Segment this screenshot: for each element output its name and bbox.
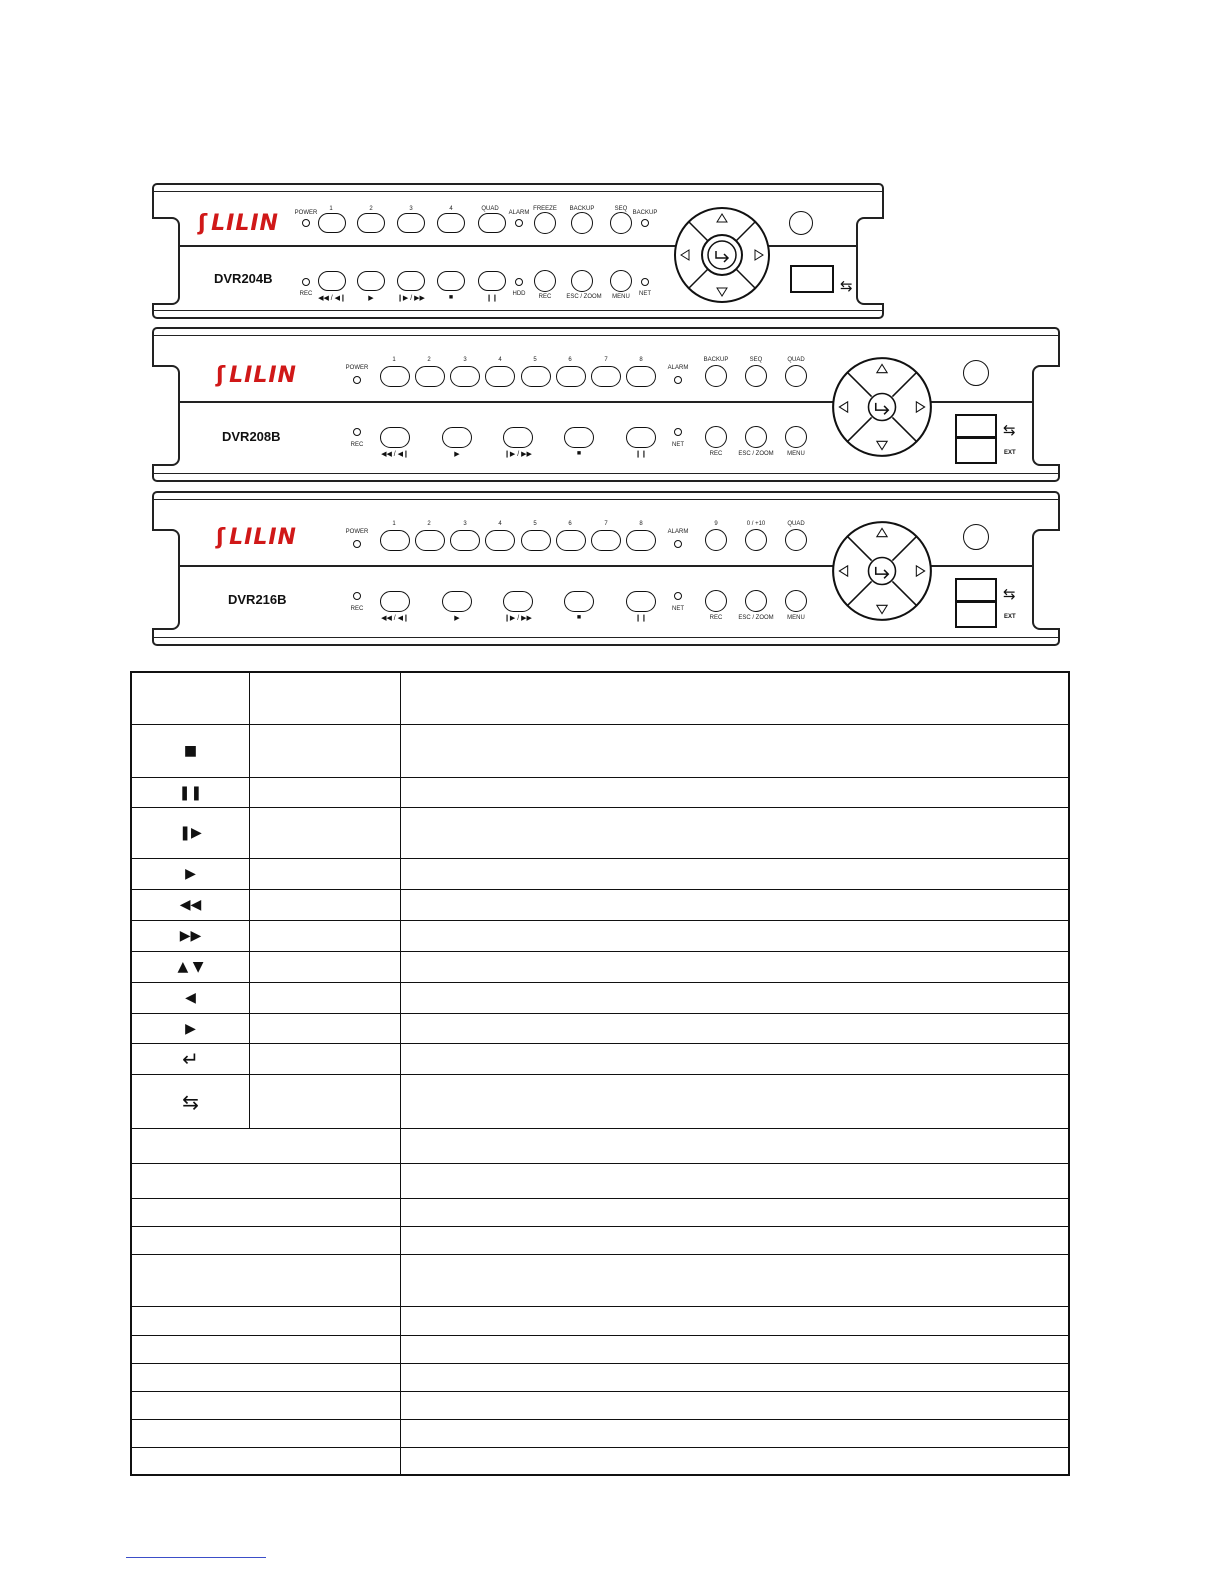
rec-label: REC: [709, 451, 723, 457]
panel-ear-left: [152, 365, 180, 466]
channel-1-button[interactable]: [318, 213, 346, 233]
forward-label: ❙▶ / ▶▶: [504, 615, 532, 622]
table-cell: [250, 1014, 401, 1043]
hdd-led: [515, 278, 523, 286]
channel-5-button[interactable]: [521, 366, 551, 387]
net-led: [641, 278, 649, 286]
play-icon: [132, 859, 250, 889]
alarm-label: ALARM: [667, 529, 689, 535]
table-cell: [250, 1075, 401, 1128]
power-label: POWER: [345, 365, 369, 371]
table-cell: [401, 1014, 1068, 1043]
channel-9-label: 9: [714, 521, 718, 527]
table-cell: [401, 1044, 1068, 1074]
channel-4-button[interactable]: [437, 213, 465, 233]
channel-1-label: 1: [392, 357, 396, 363]
pause-label: ❙❙: [486, 295, 498, 302]
seq-button[interactable]: [610, 212, 632, 234]
table-cell: [132, 1336, 401, 1363]
channel-1-label: 1: [329, 206, 333, 212]
stop-button[interactable]: [564, 427, 594, 448]
table-row: [132, 921, 1068, 952]
rewind-label: ◀◀ / ◀❙: [381, 615, 409, 622]
table-cell: [401, 1448, 1068, 1474]
channel-4-button[interactable]: [485, 366, 515, 387]
seq-button[interactable]: [745, 365, 767, 387]
channel-2-button[interactable]: [415, 366, 445, 387]
table-cell: [401, 1420, 1068, 1447]
channel-3-label: 3: [409, 206, 413, 212]
table-header-cell-description: [401, 673, 1068, 724]
channel-1-label: 1: [392, 521, 396, 527]
table-cell: [132, 1199, 401, 1226]
ir-receiver: [963, 360, 989, 386]
quad-button[interactable]: [785, 529, 807, 551]
channel-9-button[interactable]: [705, 529, 727, 551]
pause-button[interactable]: [478, 271, 506, 291]
table-cell: [132, 1364, 401, 1391]
table-cell: [132, 1448, 401, 1474]
rewind-label: ◀◀ / ◀❙: [318, 295, 346, 302]
net-led: [674, 428, 682, 436]
alarm-label: ALARM: [667, 365, 689, 371]
direction-pad[interactable]: [672, 205, 772, 305]
seq-label: SEQ: [749, 357, 763, 363]
rewind-button[interactable]: [380, 591, 410, 612]
table-row: [132, 859, 1068, 890]
usb-icon: ⇆: [840, 278, 853, 295]
backup-led: [641, 219, 649, 227]
table-cell: [401, 983, 1068, 1013]
freeze-label: FREEZE: [533, 206, 557, 212]
table-cell: [250, 921, 401, 951]
panel-edge-top: [154, 335, 1058, 336]
table-row: [132, 952, 1068, 983]
table-row: [132, 1044, 1068, 1075]
stop-label: ■: [576, 614, 582, 621]
channel-4-button[interactable]: [485, 530, 515, 551]
channel-8-button[interactable]: [626, 366, 656, 387]
table-cell: [401, 1255, 1068, 1306]
rec-button[interactable]: [705, 590, 727, 612]
panel-ear-right: [856, 217, 884, 305]
direction-pad[interactable]: [830, 519, 934, 623]
table-row: [132, 1164, 1068, 1199]
menu-label: MENU: [612, 294, 630, 300]
zero-plus-ten-button[interactable]: [745, 529, 767, 551]
dvr208b-panel: [152, 327, 1060, 482]
lilin-swirl-icon: ʃ: [216, 525, 227, 550]
table-cell: [250, 952, 401, 982]
lilin-swirl-icon: ʃ: [216, 363, 227, 388]
usb-icon: ⇆: [1003, 422, 1016, 439]
table-icon-glyph: ▲ ▼: [177, 959, 204, 975]
pause-icon: [132, 778, 250, 807]
table-cell: [401, 890, 1068, 920]
table-cell: [401, 1075, 1068, 1128]
menu-button[interactable]: [785, 590, 807, 612]
play-button[interactable]: [442, 591, 472, 612]
menu-button[interactable]: [785, 426, 807, 448]
stop-icon: [132, 725, 250, 777]
usb-icon: [132, 1075, 250, 1128]
stop-button[interactable]: [564, 591, 594, 612]
table-icon-glyph: ❚▶: [179, 825, 202, 841]
usb-icon: ⇆: [1003, 586, 1016, 603]
quad-label: QUAD: [787, 521, 805, 527]
table-cell: [401, 725, 1068, 777]
model-name: DVR208B: [222, 429, 281, 444]
table-row: [132, 725, 1068, 778]
rec-led: [302, 278, 310, 286]
table-cell: [250, 983, 401, 1013]
rec-label: REC: [538, 294, 552, 300]
table-cell: [401, 1336, 1068, 1363]
esc-zoom-button[interactable]: [745, 426, 767, 448]
table-cell: [401, 1307, 1068, 1335]
play-button[interactable]: [357, 271, 385, 291]
menu-label: MENU: [787, 615, 805, 621]
quad-button[interactable]: [478, 213, 506, 233]
backup-button[interactable]: [705, 365, 727, 387]
lilin-logo: ʃ LILIN: [216, 525, 297, 550]
freeze-button[interactable]: [534, 212, 556, 234]
power-led: [302, 219, 310, 227]
panel-ear-right: [1032, 365, 1060, 466]
channel-8-button[interactable]: [626, 530, 656, 551]
alarm-led: [674, 376, 682, 384]
table-cell: [401, 859, 1068, 889]
table-cell: [132, 1392, 401, 1419]
esc-zoom-label: ESC / ZOOM: [738, 615, 774, 621]
rec-button[interactable]: [534, 270, 556, 292]
fast-forward-icon: [132, 921, 250, 951]
ir-receiver: [963, 524, 989, 550]
table-cell: [401, 921, 1068, 951]
table-header-cell-icon: [132, 673, 250, 724]
table-cell: [250, 859, 401, 889]
up-down-arrow-icon: [132, 952, 250, 982]
backup-button[interactable]: [571, 212, 593, 234]
table-row: [132, 1336, 1068, 1364]
net-label: NET: [672, 606, 684, 612]
net-label: NET: [672, 442, 684, 448]
channel-7-button[interactable]: [591, 530, 621, 551]
power-led: [353, 540, 361, 548]
table-icon-glyph: ■: [183, 743, 198, 759]
usb-port-lower: [955, 437, 997, 464]
net-label: NET: [639, 291, 651, 297]
panel-edge-top: [154, 499, 1058, 500]
table-icon-glyph: ▶▶: [179, 928, 202, 944]
channel-3-label: 3: [463, 357, 467, 363]
channel-6-button[interactable]: [556, 530, 586, 551]
forward-button[interactable]: [503, 591, 533, 612]
ext-label: EXT: [1004, 450, 1016, 456]
channel-4-label: 4: [449, 206, 453, 212]
table-cell: [132, 1420, 401, 1447]
power-label: POWER: [294, 210, 318, 216]
rec-led-label: REC: [350, 606, 364, 612]
ir-receiver: [789, 211, 813, 235]
table-cell: [250, 1044, 401, 1074]
table-row: [132, 983, 1068, 1014]
backup-led-label: BACKUP: [632, 210, 658, 216]
table-cell: [401, 1364, 1068, 1391]
panel-edge-top: [154, 191, 882, 192]
forward-label: ❙▶ / ▶▶: [397, 295, 425, 302]
channel-1-button[interactable]: [380, 366, 410, 387]
menu-label: MENU: [787, 451, 805, 457]
esc-zoom-button[interactable]: [571, 270, 593, 292]
table-row: [132, 1199, 1068, 1227]
table-cell: [250, 725, 401, 777]
quad-button[interactable]: [785, 365, 807, 387]
esc-zoom-button[interactable]: [745, 590, 767, 612]
forward-label: ❙▶ / ▶▶: [504, 451, 532, 458]
play-label: ▶: [454, 451, 460, 458]
left-arrow-icon: [132, 983, 250, 1013]
table-cell: [401, 1129, 1068, 1163]
table-cell: [250, 890, 401, 920]
channel-7-label: 7: [604, 521, 608, 527]
usb-port-upper: [955, 578, 997, 602]
rec-label: REC: [709, 615, 723, 621]
rewind-label: ◀◀ / ◀❙: [381, 451, 409, 458]
stop-button[interactable]: [437, 271, 465, 291]
channel-5-label: 5: [533, 521, 537, 527]
table-cell: [132, 1307, 401, 1335]
channel-6-label: 6: [568, 521, 572, 527]
table-cell: [401, 1164, 1068, 1198]
channel-6-button[interactable]: [556, 366, 586, 387]
table-icon-glyph: ⇆: [182, 1089, 199, 1114]
table-icon-glyph: ▶: [185, 1020, 196, 1037]
table-cell: [132, 1255, 401, 1306]
table-row: [132, 1075, 1068, 1129]
table-row: [132, 1448, 1068, 1474]
panel-edge-bottom: [154, 310, 882, 311]
table-row: [132, 778, 1068, 808]
table-cell: [401, 1392, 1068, 1419]
stop-label: ■: [448, 294, 454, 301]
step-forward-icon: [132, 808, 250, 858]
enter-icon: [132, 1044, 250, 1074]
channel-2-button[interactable]: [415, 530, 445, 551]
usb-port-lower: [955, 601, 997, 628]
table-header-cell-name: [250, 673, 401, 724]
channel-4-label: 4: [498, 521, 502, 527]
table-icon-glyph: ◀: [185, 990, 196, 1006]
table-row: [132, 1307, 1068, 1336]
alarm-label: ALARM: [508, 210, 530, 216]
alarm-led: [674, 540, 682, 548]
pause-label: ❙❙: [635, 615, 647, 622]
rec-led-label: REC: [350, 442, 364, 448]
button-function-table: [130, 671, 1070, 1476]
table-icon-glyph: ❚❚: [178, 784, 203, 801]
seq-label: SEQ: [614, 206, 628, 212]
panel-ear-left: [152, 529, 180, 630]
dvr204b-panel: [152, 183, 884, 319]
channel-8-label: 8: [639, 521, 643, 527]
panel-edge-bottom: [154, 637, 1058, 638]
panel-ear-right: [1032, 529, 1060, 630]
table-icon-glyph: ◀◀: [179, 897, 202, 913]
esc-zoom-label: ESC / ZOOM: [738, 451, 774, 457]
channel-5-button[interactable]: [521, 530, 551, 551]
usb-port: [790, 265, 834, 293]
table-cell: [250, 808, 401, 858]
panel-edge-bottom: [154, 473, 1058, 474]
alarm-led: [515, 219, 523, 227]
channel-7-label: 7: [604, 357, 608, 363]
model-name: DVR216B: [228, 592, 287, 607]
dvr216b-panel: [152, 491, 1060, 646]
channel-3-button[interactable]: [450, 366, 480, 387]
pause-label: ❙❙: [635, 451, 647, 458]
channel-2-label: 2: [427, 521, 431, 527]
panel-ear-left: [152, 217, 180, 305]
channel-2-label: 2: [369, 206, 373, 212]
usb-port-upper: [955, 414, 997, 438]
table-cell: [401, 952, 1068, 982]
table-row: [132, 1255, 1068, 1307]
stop-label: ■: [576, 450, 582, 457]
table-row: [132, 1392, 1068, 1420]
rewind-button[interactable]: [318, 271, 346, 291]
lilin-swirl-icon: ʃ: [198, 211, 209, 236]
right-arrow-icon: [132, 1014, 250, 1043]
table-cell: [401, 1227, 1068, 1254]
table-icon-glyph: ▶: [185, 866, 196, 882]
quad-label: QUAD: [787, 357, 805, 363]
table-cell: [401, 1199, 1068, 1226]
backup-label: BACKUP: [703, 357, 729, 363]
table-header-row: [132, 673, 1068, 725]
pause-button[interactable]: [626, 591, 656, 612]
backup-label: BACKUP: [569, 206, 595, 212]
channel-2-button[interactable]: [357, 213, 385, 233]
rec-led-label: REC: [299, 291, 313, 297]
rec-led: [353, 592, 361, 600]
channel-7-button[interactable]: [591, 366, 621, 387]
table-cell: [401, 808, 1068, 858]
table-row: [132, 808, 1068, 859]
table-row: [132, 1420, 1068, 1448]
table-cell: [250, 778, 401, 807]
ext-label: EXT: [1004, 614, 1016, 620]
table-cell: [132, 1227, 401, 1254]
esc-zoom-label: ESC / ZOOM: [566, 294, 602, 300]
table-row: [132, 890, 1068, 921]
channel-4-label: 4: [498, 357, 502, 363]
power-label: POWER: [345, 529, 369, 535]
table-cell: [132, 1164, 401, 1198]
net-led: [674, 592, 682, 600]
table-row: [132, 1129, 1068, 1164]
table-icon-glyph: ↵: [182, 1047, 199, 1071]
rec-button[interactable]: [705, 426, 727, 448]
play-label: ▶: [454, 615, 460, 622]
table-cell: [132, 1129, 401, 1163]
channel-3-button[interactable]: [397, 213, 425, 233]
table-cell: [401, 778, 1068, 807]
channel-8-label: 8: [639, 357, 643, 363]
zero-plus-ten-label: 0 / +10: [746, 521, 766, 527]
rec-led: [353, 428, 361, 436]
channel-6-label: 6: [568, 357, 572, 363]
quad-label: QUAD: [481, 206, 499, 212]
pause-button[interactable]: [626, 427, 656, 448]
rewind-icon: [132, 890, 250, 920]
table-row: [132, 1014, 1068, 1044]
model-name: DVR204B: [214, 271, 273, 286]
channel-1-button[interactable]: [380, 530, 410, 551]
forward-button[interactable]: [397, 271, 425, 291]
play-button[interactable]: [442, 427, 472, 448]
table-row: [132, 1364, 1068, 1392]
channel-3-label: 3: [463, 521, 467, 527]
hdd-label: HDD: [512, 291, 526, 297]
menu-button[interactable]: [610, 270, 632, 292]
channel-2-label: 2: [427, 357, 431, 363]
lilin-logo: ʃ LILIN: [216, 363, 297, 388]
channel-3-button[interactable]: [450, 530, 480, 551]
rewind-button[interactable]: [380, 427, 410, 448]
direction-pad[interactable]: [830, 355, 934, 459]
forward-button[interactable]: [503, 427, 533, 448]
power-led: [353, 376, 361, 384]
lilin-logo: ʃ LILIN: [198, 211, 279, 236]
footnote-separator: [126, 1557, 266, 1558]
table-row: [132, 1227, 1068, 1255]
channel-5-label: 5: [533, 357, 537, 363]
play-label: ▶: [368, 295, 374, 302]
